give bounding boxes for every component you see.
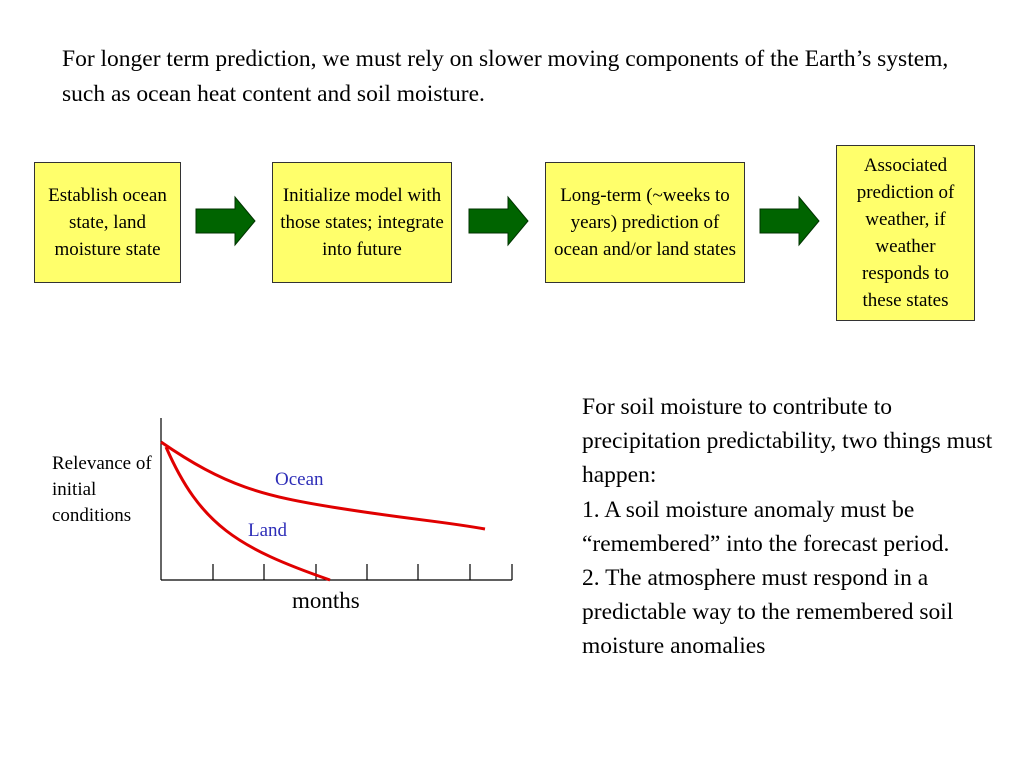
land-label: Land [248, 520, 288, 541]
land-curve [166, 447, 330, 580]
explanation-point-1: 1. A soil moisture anomaly must be “remembered” into the forecast period. [582, 496, 950, 557]
step-establish-state: Establish ocean state, land moisture state [34, 162, 181, 283]
explanation-intro: For soil moisture to contribute to precipitation predictability, two things must happen: [582, 394, 993, 489]
ocean-label: Ocean [275, 469, 324, 490]
step-initialize-model: Initialize model with those states; integrate into future [272, 162, 452, 283]
soil-moisture-explanation [582, 390, 1002, 664]
step-long-term-prediction: Long-term (~weeks to years) prediction of ocean and/or land states [545, 162, 745, 283]
x-axis-label: months [292, 588, 360, 613]
intro-text: For longer term prediction, we must rely on slower moving components of the Earth’s system, such as ocean heat content and soil moisture. [62, 46, 949, 107]
x-ticks [213, 564, 512, 580]
explanation-point-2: 2. The atmosphere must respond in a predictable way to the remembered soil moisture anomalies [582, 565, 954, 660]
y-axis-label: Relevance of initial conditions [52, 453, 152, 526]
step-weather-prediction: Associated prediction of weather, if weather responds to these states [836, 145, 975, 321]
